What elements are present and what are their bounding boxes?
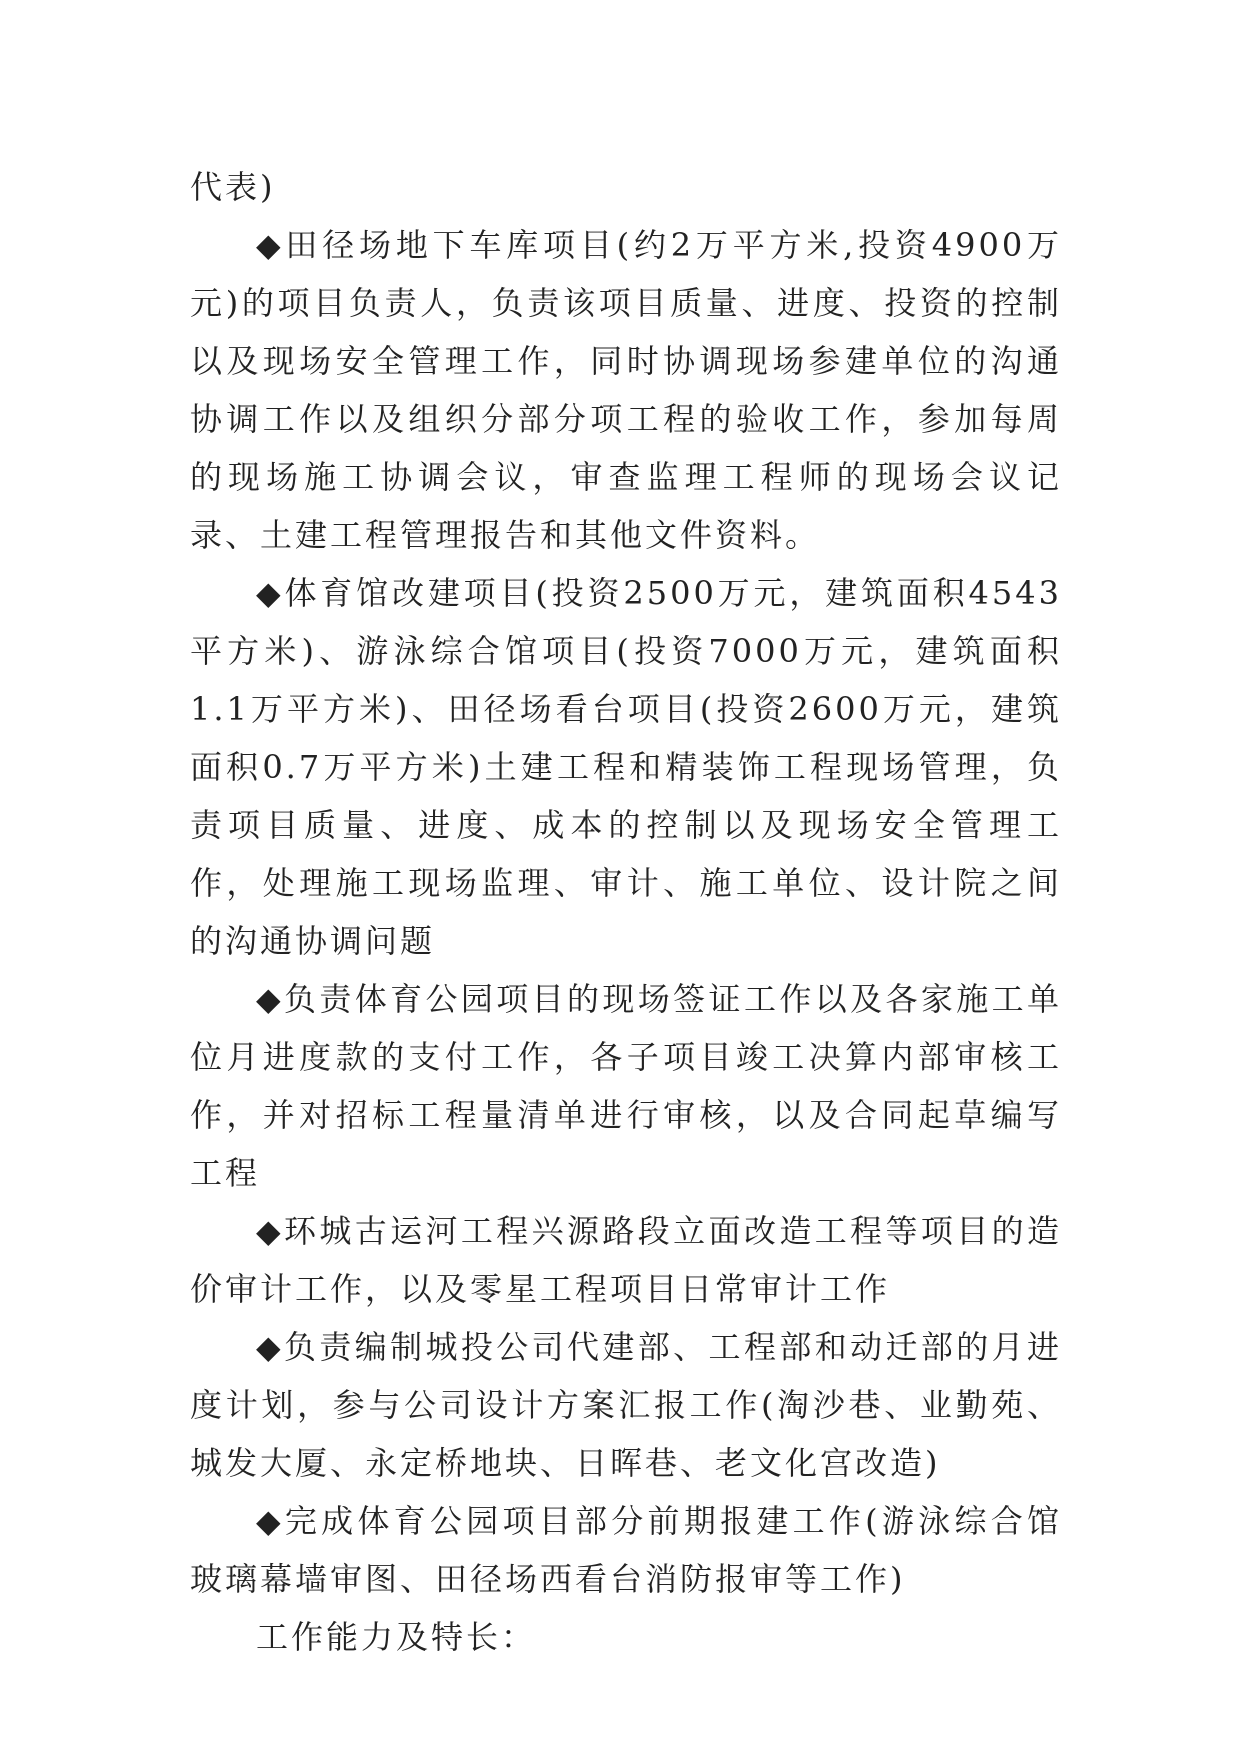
paragraph-canal-audit: ◆环城古运河工程兴源路段立面改造工程等项目的造价审计工作，以及零星工程项目日常审计工作 (190, 1212, 1062, 1308)
paragraph-site-visa: ◆负责体育公园项目的现场签证工作以及各家施工单位月进度款的支付工作，各子项目竣工决算内部审核工作，并对招标工程量清单进行审核，以及合同起草编写工程 (190, 980, 1062, 1192)
paragraph-schedule-planning: ◆负责编制城投公司代建部、工程部和动迁部的月进度计划，参与公司设计方案汇报工作(淘沙巷、业勤苑、城发大厦、永定桥地块、日晖巷、老文化宫改造) (190, 1328, 1062, 1482)
section-heading-skills: 工作能力及特长： (256, 1618, 537, 1656)
paragraph-continuation: 代表) (190, 168, 276, 206)
paragraph-gym-renovation: ◆体育馆改建项目(投资2500万元，建筑面积4543平方米)、游泳综合馆项目(投资7000万元，建筑面积1.1万平方米)、田径场看台项目(投资2600万元，建筑面积0.7万平方米)土建工程和精装饰工程现场管理，负责项目质量、进度、成本的控制以及现场安全管理工作，处理施工现场监理、审计、施工单位、设计院之间的沟通协调问题 (190, 574, 1062, 960)
document-body (190, 158, 1062, 1666)
paragraph-garage-project: ◆田径场地下车库项目(约2万平方米,投资4900万元)的项目负责人，负责该项目质量、进度、投资的控制以及现场安全管理工作，同时协调现场参建单位的沟通协调工作以及组织分部分项工程的验收工作，参加每周的现场施工协调会议，审查监理工程师的现场会议记录、土建工程管理报告和其他文件资料。 (190, 226, 1062, 554)
paragraph-pre-construction: ◆完成体育公园项目部分前期报建工作(游泳综合馆玻璃幕墙审图、田径场西看台消防报审等工作) (190, 1502, 1062, 1598)
